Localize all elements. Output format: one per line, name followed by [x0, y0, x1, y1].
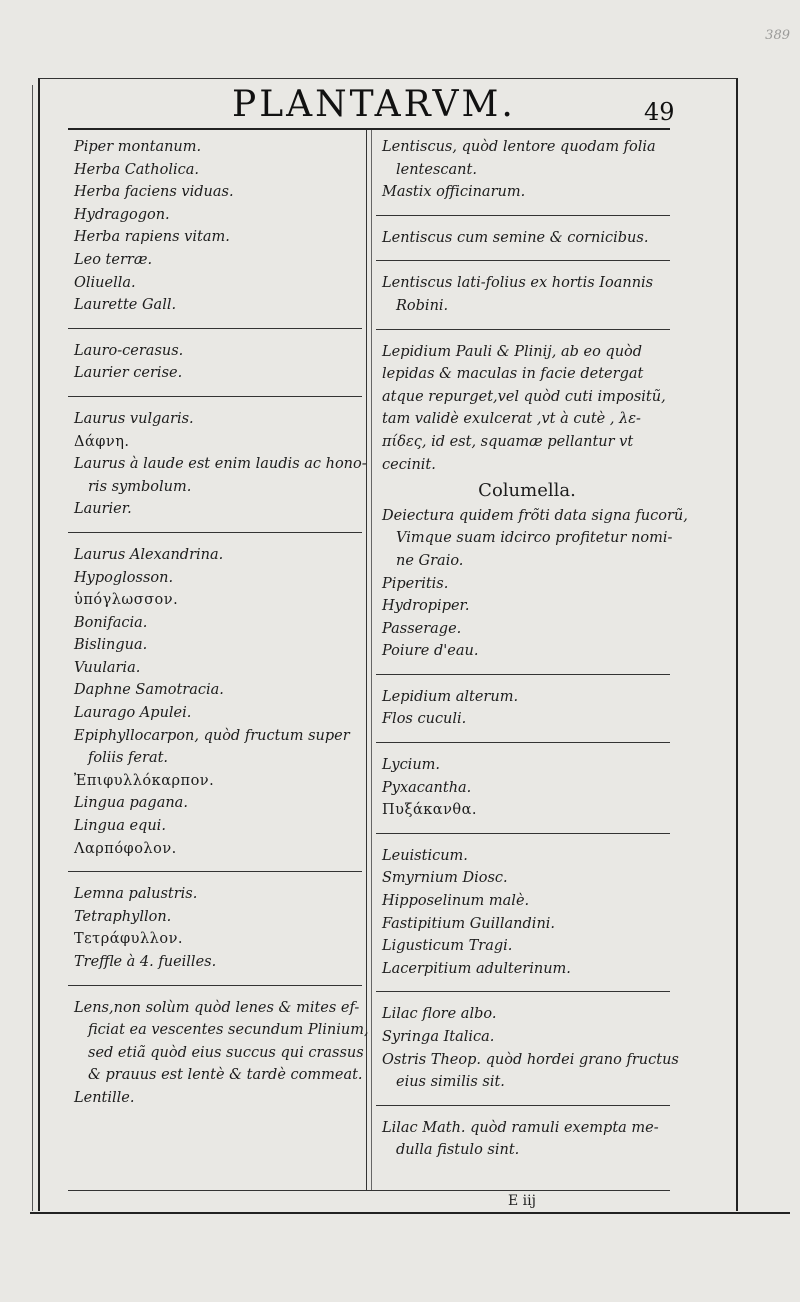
plant-name-entry: Hypoglosson. — [74, 569, 174, 586]
plant-name-entry: Bonifacia. — [74, 614, 148, 631]
plant-name-entry: Hydropiper. — [382, 598, 470, 615]
column-divider-inner — [371, 130, 372, 1190]
plant-name-entry: Lemna palustris. — [74, 886, 198, 903]
section-separator — [376, 329, 670, 330]
plant-name-entry: Laurus vulgaris. — [74, 410, 194, 427]
section-separator — [376, 742, 670, 743]
plant-name-entry: Laurier cerise. — [74, 365, 183, 382]
left-column — [74, 136, 369, 1110]
plant-name-entry: Lentiscus, quòd lentore quodam folia — [382, 139, 656, 155]
plant-name-entry: Lauro-cerasus. — [74, 342, 184, 359]
plant-name-entry: dulla fistulo sint. — [396, 1142, 520, 1159]
plant-name-entry: lentescant. — [396, 161, 477, 178]
plant-name-entry: Ἐπιφυλλόκαρπον. — [74, 772, 215, 789]
plant-name-entry: Syringa Italica. — [382, 1029, 495, 1045]
signature-mark: E iij — [508, 1193, 536, 1209]
plant-name-entry: Lens,non solùm quòd lenes & mites ef- — [74, 999, 360, 1016]
plant-name-entry: Laurus à laude est enim laudis ac hono- — [74, 456, 367, 473]
plant-name-entry: Lycium. — [382, 757, 441, 774]
plant-name-entry: Τετράφυλλον. — [74, 931, 184, 948]
plant-name-entry: Laurago Apulei. — [74, 705, 192, 722]
plant-name-entry: Πυξάκανθα. — [382, 802, 478, 819]
plant-name-entry: Robini. — [396, 297, 449, 314]
plant-name-entry: ficiat ea vescentes secundum Plinium, — [88, 1022, 369, 1039]
plant-name-entry: Treffle à 4. fueilles. — [74, 954, 217, 970]
section-separator — [68, 396, 362, 397]
section-heading: Columella. — [478, 480, 576, 502]
plant-name-entry: Hipposelinum malè. — [382, 893, 530, 910]
plant-name-entry: Leuisticum. — [382, 847, 468, 864]
plant-name-entry: Piper montanum. — [74, 139, 202, 155]
plant-name-entry: Lilac flore albo. — [382, 1006, 497, 1023]
plant-name-entry: Piperitis. — [382, 575, 449, 592]
plant-name-entry: Herba Catholica. — [74, 161, 199, 178]
plant-name-entry: Herba rapiens vitam. — [74, 229, 230, 246]
section-separator — [376, 1105, 670, 1106]
running-title: PLANTARVM. — [232, 84, 516, 125]
plant-name-entry: Ostris Theop. quòd hordei grano fructus — [382, 1051, 679, 1068]
plant-name-entry: Lingua equi. — [74, 818, 166, 835]
section-separator — [68, 871, 362, 872]
section-separator — [68, 328, 362, 329]
plant-name-entry: Oliuella. — [74, 274, 136, 291]
plant-name-entry: Laurus Alexandrina. — [74, 546, 224, 563]
plant-name-entry: ὑπόγλωσσον. — [74, 592, 179, 609]
plant-name-entry: ne Graio. — [396, 552, 464, 569]
plant-name-entry: Lacerpitium adulterinum. — [382, 960, 571, 977]
plant-name-entry: foliis ferat. — [88, 750, 169, 767]
plant-name-entry: Lentiscus lati-folius ex hortis Ioannis — [382, 275, 654, 292]
section-separator — [376, 260, 670, 261]
plant-name-entry: Tetraphyllon. — [74, 908, 172, 925]
plant-name-entry: Hydragogon. — [74, 206, 170, 223]
title-rule — [68, 128, 670, 130]
page-number: 49 — [644, 98, 675, 126]
plant-name-entry: Pyxacantha. — [382, 779, 472, 796]
plant-name-entry: & prauus est lentè & tardè commeat. — [88, 1067, 363, 1084]
page-corner-mark: 389 — [765, 28, 790, 43]
plant-name-entry: Poiure d'eau. — [382, 643, 479, 660]
plant-name-entry: tam validè exulcerat ,vt à cutè , λε- — [382, 411, 641, 428]
plant-name-entry: cecinit. — [382, 456, 436, 473]
plant-name-entry: Flos cuculi. — [382, 711, 467, 728]
plant-name-entry: πίδες, id est, squamæ pellantur vt — [382, 433, 634, 450]
plant-name-entry: Ligusticum Tragi. — [382, 938, 513, 955]
bottom-rule — [68, 1190, 670, 1191]
plant-name-entry: Lepidium Pauli & Plinij, ab eo quòd — [382, 343, 643, 360]
plant-name-entry: Lentiscus cum semine & cornicibus. — [382, 229, 649, 246]
plant-name-entry: sed etiã quòd eius succus qui crassus — [88, 1044, 364, 1061]
plant-name-entry: Herba faciens viduas. — [74, 184, 234, 201]
plant-name-entry: Laurier. — [74, 501, 132, 518]
plant-name-entry: Passerage. — [382, 620, 462, 637]
right-column — [382, 136, 688, 1162]
plant-name-entry: Lingua pagana. — [74, 795, 188, 812]
section-separator — [68, 532, 362, 533]
plant-name-entry: lepidas & maculas in facie detergat — [382, 366, 644, 383]
plant-name-entry: Λαρπόφολον. — [74, 840, 177, 857]
base-rule — [30, 1212, 790, 1214]
plant-name-entry: ris symbolum. — [88, 478, 192, 495]
plant-name-entry: Mastix officinarum. — [382, 184, 526, 201]
section-separator — [376, 215, 670, 216]
plant-name-entry: Lilac Math. quòd ramuli exempta me- — [382, 1119, 659, 1136]
section-separator — [376, 833, 670, 834]
plant-name-entry: Leo terræ. — [74, 251, 153, 268]
plant-name-entry: atque repurget,vel quòd cuti impositũ, — [382, 388, 666, 405]
plant-name-entry: Epiphyllocarpon, quòd fructum super — [74, 727, 350, 744]
plant-name-entry: Deiectura quidem frõti data signa fucorũ, — [382, 507, 688, 524]
plant-name-entry: Vuularia. — [74, 659, 141, 676]
section-separator — [376, 674, 670, 675]
plant-name-entry: Vimque suam idcirco profitetur nomi- — [396, 530, 673, 547]
plant-name-entry: Bislingua. — [74, 637, 148, 654]
plant-name-entry: Laurette Gall. — [74, 297, 177, 314]
plant-name-entry: Δάφνη. — [74, 433, 130, 450]
plant-name-entry: Lepidium alterum. — [382, 688, 519, 705]
plant-name-entry: Lentille. — [74, 1089, 135, 1106]
section-separator — [68, 985, 362, 986]
section-separator — [376, 991, 670, 992]
plant-name-entry: Daphne Samotracia. — [74, 682, 224, 699]
plant-name-entry: Fastipitium Guillandini. — [382, 915, 556, 932]
plant-name-entry: Smyrnium Diosc. — [382, 870, 508, 887]
plant-name-entry: eius similis sit. — [396, 1074, 505, 1091]
